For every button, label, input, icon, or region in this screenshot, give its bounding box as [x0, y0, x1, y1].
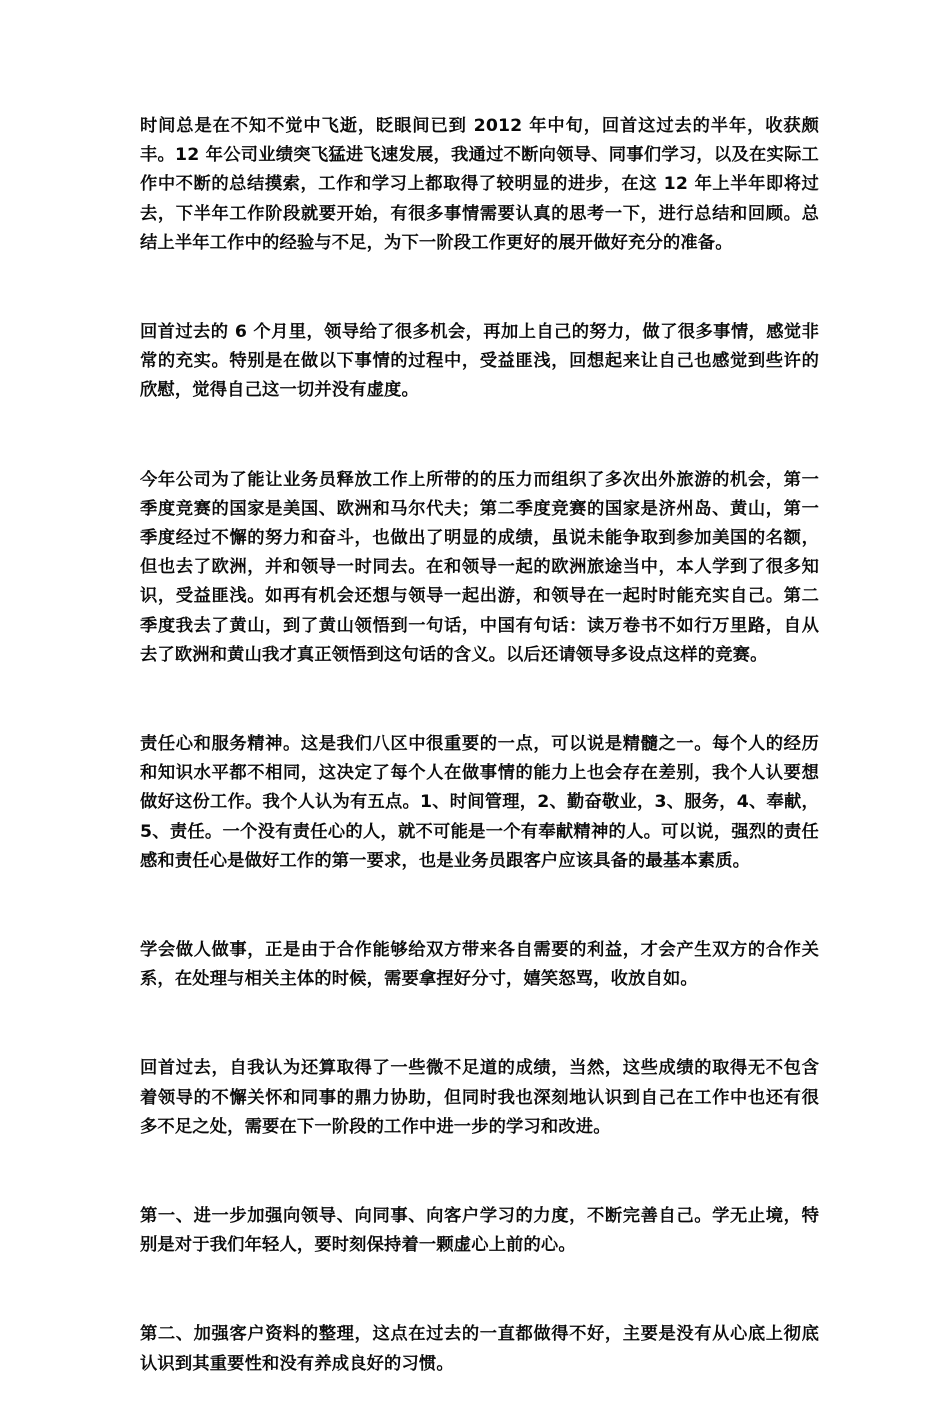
paragraph-responsibility-and-service: 责任心和服务精神。这是我们八区中很重要的一点，可以说是精髓之一。每个人的经历和知识水平都不相同，这决定了每个人在做事情的能力上也会存在差别，我个人认要想做好这份工作。我个人认为有五点。1、时间管理，2、勤奋敬业，3、服务，4、奉献，5、责任。一个没有责任心的人，就不可能是一个有奉献精神的人。可以说，强烈的责任感和责任心是做好工作的第一要求，也是业务员跟客户应该具备的最基本素质。	[140, 734, 819, 871]
paragraph-company-travel-competition: 今年公司为了能让业务员释放工作上所带的的压力而组织了多次出外旅游的机会，第一季度竞赛的国家是美国、欧洲和马尔代夫；第二季度竞赛的国家是济州岛、黄山，第一季度经过不懈的努力和奋斗，也做出了明显的成绩，虽说未能争取到参加美国的名额，但也去了欧洲，并和领导一时同去。在和领导一起的欧洲旅途当中，本人学到了很多知识，受益匪浅。如再有机会还想与领导一起出游，和领导在一起时时能充实自己。第二季度我去了黄山，到了黄山领悟到一句话，中国有句话：读万卷书不如行万里路，自从去了欧洲和黄山我才真正领悟到这句话的含义。以后还请领导多设点这样的竞赛。	[140, 469, 819, 665]
document-body	[140, 112, 819, 1408]
paragraph-intro-review: 时间总是在不知不觉中飞逝，眨眼间已到 2012 年中旬，回首这过去的半年，收获颇丰。12 年公司业绩突飞猛进飞速发展，我通过不断向领导、同事们学习，以及在实际工作中不断的总结摸索，工作和学习上都取得了较明显的进步，在这 12 年上半年即将过去，下半年工作阶段就要开始，有很多事情需要认真的思考一下，进行总结和回顾。总结上半年工作中的经验与不足，为下一阶段工作更好的展开做好充分的准备。	[140, 116, 819, 253]
paragraph-achievements-and-shortcomings: 回首过去，自我认为还算取得了一些微不足道的成绩，当然，这些成绩的取得无不包含着领导的不懈关怀和同事的鼎力协助，但同时我也深刻地认识到自己在工作中也还有很多不足之处，需要在下一阶段的工作中进一步的学习和改进。	[140, 1058, 819, 1137]
paragraph-point-two-customer-data: 第二、加强客户资料的整理，这点在过去的一直都做得不好，主要是没有从心底上彻底认识到其重要性和没有养成良好的习惯。	[140, 1324, 819, 1374]
paragraph-point-one-learning: 第一、进一步加强向领导、向同事、向客户学习的力度，不断完善自己。学无止境，特别是对于我们年轻人，要时刻保持着一颗虚心上前的心。	[140, 1206, 819, 1256]
paragraph-learn-to-conduct-oneself: 学会做人做事，正是由于合作能够给双方带来各自需要的利益，才会产生双方的合作关系，在处理与相关主体的时候，需要拿捏好分寸，嬉笑怒骂，收放自如。	[140, 940, 819, 990]
paragraph-six-months-reflection: 回首过去的 6 个月里，领导给了很多机会，再加上自己的努力，做了很多事情，感觉非常的充实。特别是在做以下事情的过程中，受益匪浅，回想起来让自己也感觉到些许的欣慰，觉得自己这一切并没有虚度。	[140, 322, 819, 401]
